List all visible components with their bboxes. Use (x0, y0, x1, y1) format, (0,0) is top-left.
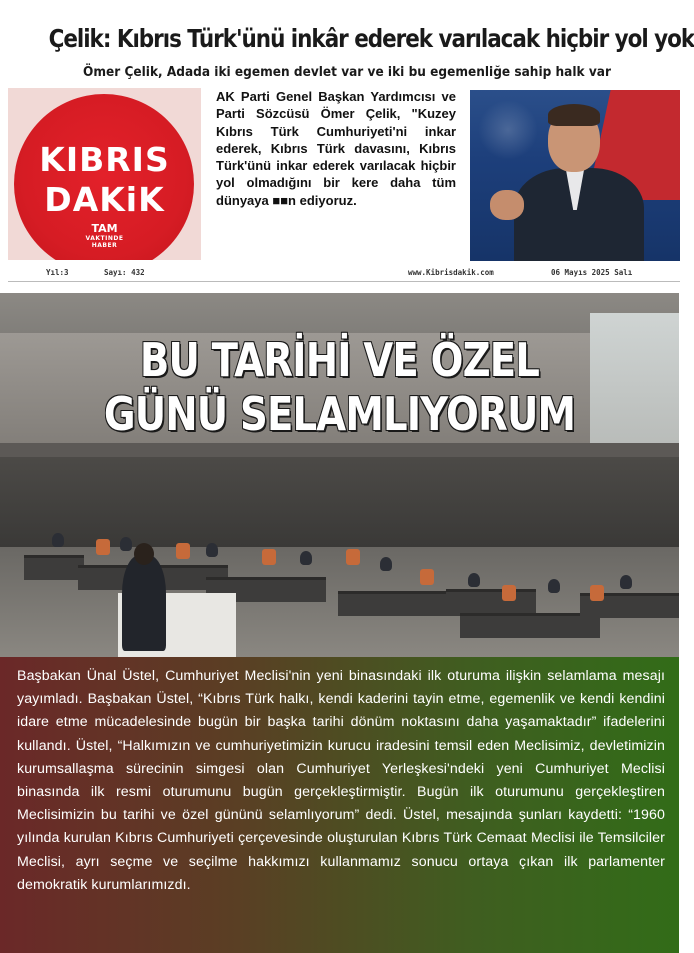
omer-celik-photo (470, 90, 680, 261)
desk-row (446, 589, 536, 614)
photo-title-line1: BU TARİHİ VE ÖZEL (139, 333, 540, 387)
logo-tagline-line2: HABER (91, 242, 118, 249)
prime-minister-head (134, 543, 154, 565)
meta-divider (8, 281, 680, 282)
mp-figure (300, 551, 312, 565)
photo-title-line2: GÜNÜ SELAMLIYORUM (103, 387, 576, 441)
issue-number: Sayı: 432 (104, 268, 145, 277)
prime-minister-figure (122, 555, 166, 651)
flag-glow (478, 100, 538, 160)
chair (590, 585, 604, 601)
photo-title (54, 333, 624, 441)
logo-word-tam: TAM (91, 222, 118, 235)
chair (420, 569, 434, 585)
article-block (0, 657, 679, 953)
chair (262, 549, 276, 565)
kibris-dakik-logo (8, 88, 201, 260)
desk-row (24, 555, 84, 580)
logo-tagline (8, 235, 201, 249)
issue-year: Yıl:3 (46, 268, 69, 277)
subheadline: Ömer Çelik, Adada iki egemen devlet var ve iki bu egemenliğe sahip halk var (83, 64, 611, 80)
desk-row (460, 613, 600, 638)
mp-figure (52, 533, 64, 547)
lead-paragraph: AK Parti Genel Başkan Yardımcısı ve Parti Sözcüsü Ömer Çelik, "Kuzey Kıbrıs Türk Cumhuriyeti'ni inkar ederek, Kıbrıs Türk davasını, Kıbrıs Türk'ünü inkar ederek varılacak hiçbir yol olmadığını bir kere daha tüm dünyaya ■■n ediyoruz. (216, 89, 456, 208)
mp-figure (548, 579, 560, 593)
chair (96, 539, 110, 555)
chair (176, 543, 190, 559)
photo-hall-wall (0, 457, 679, 547)
article-body: Başbakan Ünal Üstel, Cumhuriyet Meclisi'nin yeni binasındaki ilk oturuma ilişkin selamlama mesajı yayımladı. Başbakan Üstel, “Kıbrıs Türk halkı, kendi kaderini tayin etme, egemenlik ve kendi kendini idare etme mücadelesinde bugün bir başka tarihi dönüm noktasını daha yaşamaktadır” ifadelerini kullandı. Üstel, “Halkımızın ve cumhuriyetimizin kurucu iradesini temsil eden Meclisimiz, devletimizin kurumsallaşma sürecinin simgesi olan Cumhuriyet Yerleşkesi'ndeki yeni Cumhuriyet Meclisi binasında ilk resmi oturumunu bugün gerçekleştirmiştir. Bugün ilk oturumunu gerçekleştiren Meclisimizin bu tarihi ve özel gününü selamlıyorum” dedi. Üstel, mesajında şunları kaydetti: “1960 yılında kurulan Kıbrıs Cumhuriyeti çerçevesinde oluşturulan Kıbrıs Türk Cemaat Meclisi ile Temsilciler Meclisi, ayrı seçme ve seçilme hakkımızı kullanmamız sonucu ortaya çıkan ilk parlamenter demokratik kurumlarımızdı. (17, 668, 665, 893)
headline: Çelik: Kıbrıs Türk'ünü inkâr ederek varılacak hiçbir yol yok (48, 24, 694, 53)
logo-word-kibris: KIBRIS (39, 140, 170, 179)
mp-figure (620, 575, 632, 589)
mp-figure (468, 573, 480, 587)
parliament-photo (0, 293, 679, 657)
mp-figure (206, 543, 218, 557)
chair (346, 549, 360, 565)
logo-tagline-line1: VAKTINDE (85, 235, 124, 242)
mp-figure (120, 537, 132, 551)
person-hand (490, 190, 524, 220)
person-hair (548, 104, 600, 126)
issue-date: 06 Mayıs 2025 Salı (551, 268, 633, 277)
logo-word-dakik: DAKiK (44, 180, 165, 219)
chair (502, 585, 516, 601)
website-link[interactable]: www.Kibrisdakik.com (408, 268, 494, 277)
mp-figure (380, 557, 392, 571)
photo-gallery-rail (0, 443, 679, 457)
